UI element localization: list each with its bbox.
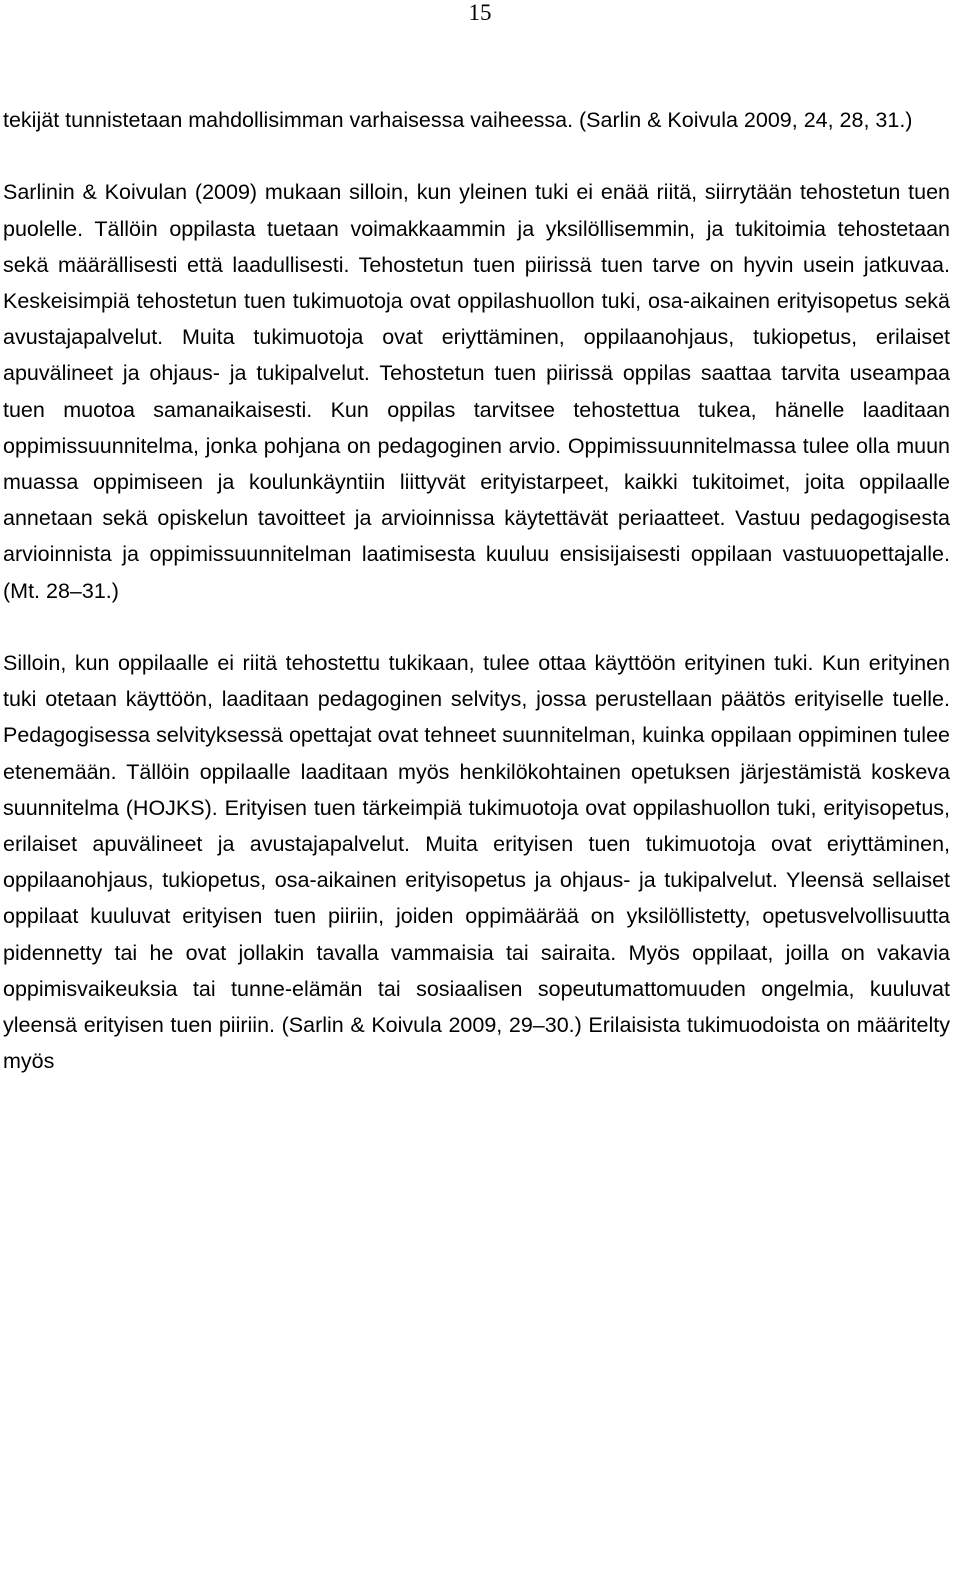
paragraph-continuation: tekijät tunnistetaan mahdollisimman varhaisessa vaiheessa. (Sarlin & Koivula 2009, 24, 28, 31.): [3, 108, 913, 132]
page-number: 15: [468, 0, 492, 25]
document-body: [3, 102, 950, 1079]
paragraph-erityinen-tuki: Silloin, kun oppilaalle ei riitä tehostettu tukikaan, tulee ottaa käyttöön erityinen tuki. Kun erityinen tuki otetaan käyttöön, laaditaan pedagoginen selvitys, jossa perustellaan päätös erityiselle tuelle. Pedagogisessa selvityksessä opettajat ovat tehneet suunnitelman, kuinka oppilaan oppiminen tulee etenemään. Tällöin oppilaalle laaditaan myös henkilökohtainen opetuksen järjestämistä koskeva suunnitelma (HOJKS). Erityisen tuen tärkeimpiä tukimuotoja ovat oppilashuollon tuki, erityisopetus, erilaiset apuvälineet ja avustajapalvelut. Muita erityisen tuen tukimuotoja ovat eriyttäminen, oppilaanohjaus, tukiopetus, osa-aikainen erityisopetus ja ohjaus- ja tukipalvelut. Yleensä sellaiset oppilaat kuuluvat erityisen tuen piiriin, joiden oppimäärää on yksilöllistetty, opetusvelvollisuutta pidennetty tai he ovat jollakin tavalla vammaisia tai sairaita. Myös oppilaat, joilla on vakavia oppimisvaikeuksia tai tunne-elämän tai sosiaalisen sopeutumattomuuden ongelmia, kuuluvat yleensä erityisen tuen piiriin. (Sarlin & Koivula 2009, 29–30.) Erilaisista tukimuodoista on määritelty myös: [3, 651, 950, 1074]
paragraph-tehostettu-tuki: Sarlinin & Koivulan (2009) mukaan silloin, kun yleinen tuki ei enää riitä, siirrytään tehostetun tuen puolelle. Tällöin oppilasta tuetaan voimakkaammin ja yksilöllisemmin, ja tukitoimia tehostetaan sekä määrällisesti että laadullisesti. Tehostetun tuen piirissä tuen tarve on hyvin usein jatkuvaa. Keskeisimpiä tehostetun tuen tukimuotoja ovat oppilashuollon tuki, osa-aikainen erityisopetus sekä avustajapalvelut. Muita tukimuotoja ovat eriyttäminen, oppilaanohjaus, tukiopetus, erilaiset apuvälineet ja ohjaus- ja tukipalvelut. Tehostetun tuen piirissä oppilas saattaa tarvita useampaa tuen muotoa samanaikaisesti. Kun oppilas tarvitsee tehostettua tukea, hänelle laaditaan oppimissuunnitelma, jonka pohjana on pedagoginen arvio. Oppimissuunnitelmassa tulee olla muun muassa oppimiseen ja koulunkäyntiin liittyvät erityistarpeet, kaikki tukitoimet, joita oppilaalle annetaan sekä opiskelun tavoitteet ja arvioinnissa käytettävät periaatteet. Vastuu pedagogisesta arvioinnista ja oppimissuunnitelman laatimisesta kuuluu ensisijaisesti oppilaan vastuuopettajalle. (Mt. 28–31.): [3, 180, 950, 603]
